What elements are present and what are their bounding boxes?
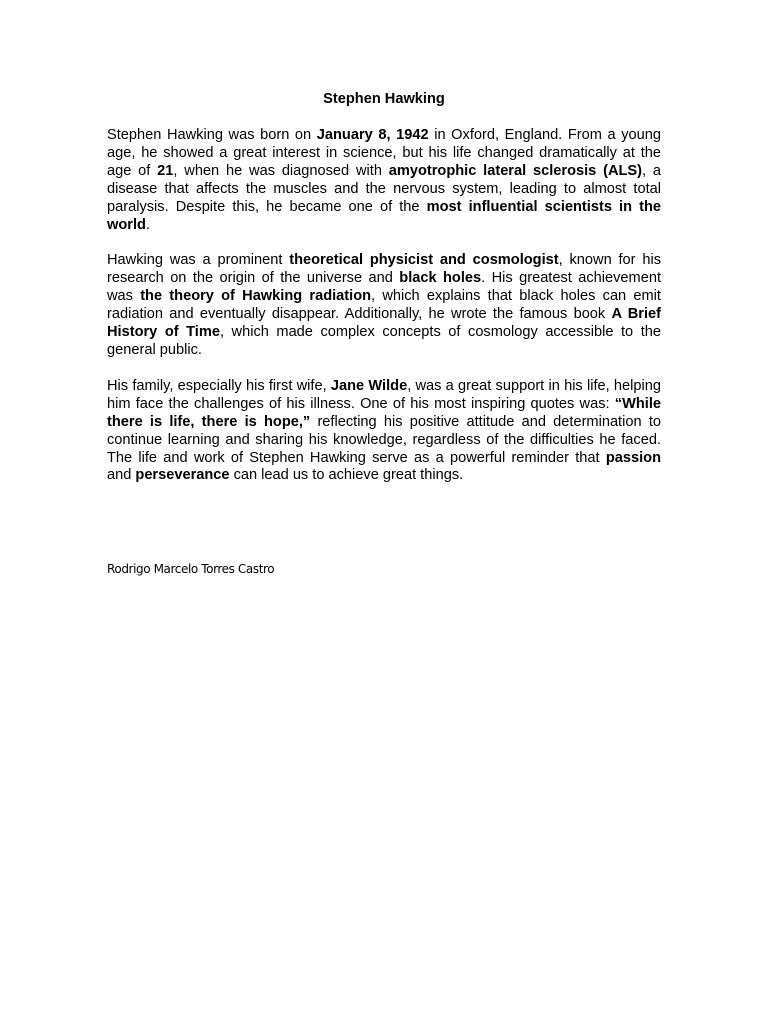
document-title: Stephen Hawking [323,91,445,107]
text-run: can lead us to achieve great things. [229,467,464,484]
bold-text-run: 21 [157,162,174,179]
text-run: , when he was diagnosed with [173,162,389,179]
bold-text-run: the theory of Hawking radiation [140,288,372,305]
text-run: , which explains that black holes can emit radiation and eventually disappear. Additionally, he wrote the famous book [107,288,661,323]
bold-text-run: passion [605,449,661,466]
bold-text-run: A Brief History of Time [107,306,661,341]
text-run: , a disease that affects the muscles and the nervous system, leading to almost total paralysis. Despite this, he became one of the [107,162,661,215]
bold-text-run: amyotrophic lateral sclerosis (ALS) [388,162,642,179]
text-run: Hawking was a prominent [107,252,290,269]
bold-text-run: most influential scientists in the world [107,198,662,233]
bold-text-run: theoretical physicist and cosmologist [289,252,559,269]
paragraph-family-legacy [107,378,661,485]
text-run: . [145,216,150,233]
bold-text-run: January 8, 1942 [316,127,429,143]
paragraph-scientific-work [107,252,661,359]
text-run: reflecting his positive attitude and determination to continue learning and sharing his knowledge, regardless of the difficulties he faced. The life and work of Stephen Hawking serve as a powerful reminder that [107,413,661,466]
text-run: . His greatest achievement was [107,270,661,305]
text-run: , known for his research on the origin of the universe and [107,252,661,287]
bold-text-run: perseverance [135,467,230,484]
bold-text-run: Jane Wilde [330,377,408,394]
bold-text-run: black holes [399,270,482,287]
text-run: and [107,467,136,484]
paragraph-early-life [107,127,661,234]
text-run: , was a great support in his life, helping him face the challenges of his illness. One of his most inspiring quotes was: [107,377,661,412]
author-signature: Rodrigo Marcelo Torres Castro [107,562,275,576]
bold-text-run: “While there is life, there is hope,” [107,395,661,430]
document-body [107,88,661,503]
text-run: , which made complex concepts of cosmology accessible to the general public. [107,324,662,358]
text-run: His family, especially his first wife, [107,377,331,394]
text-run: in Oxford, England. From a young age, he showed a great interest in science, but his life changed dramatically at the age of [107,127,661,179]
text-run: Stephen Hawking was born on [107,127,317,143]
